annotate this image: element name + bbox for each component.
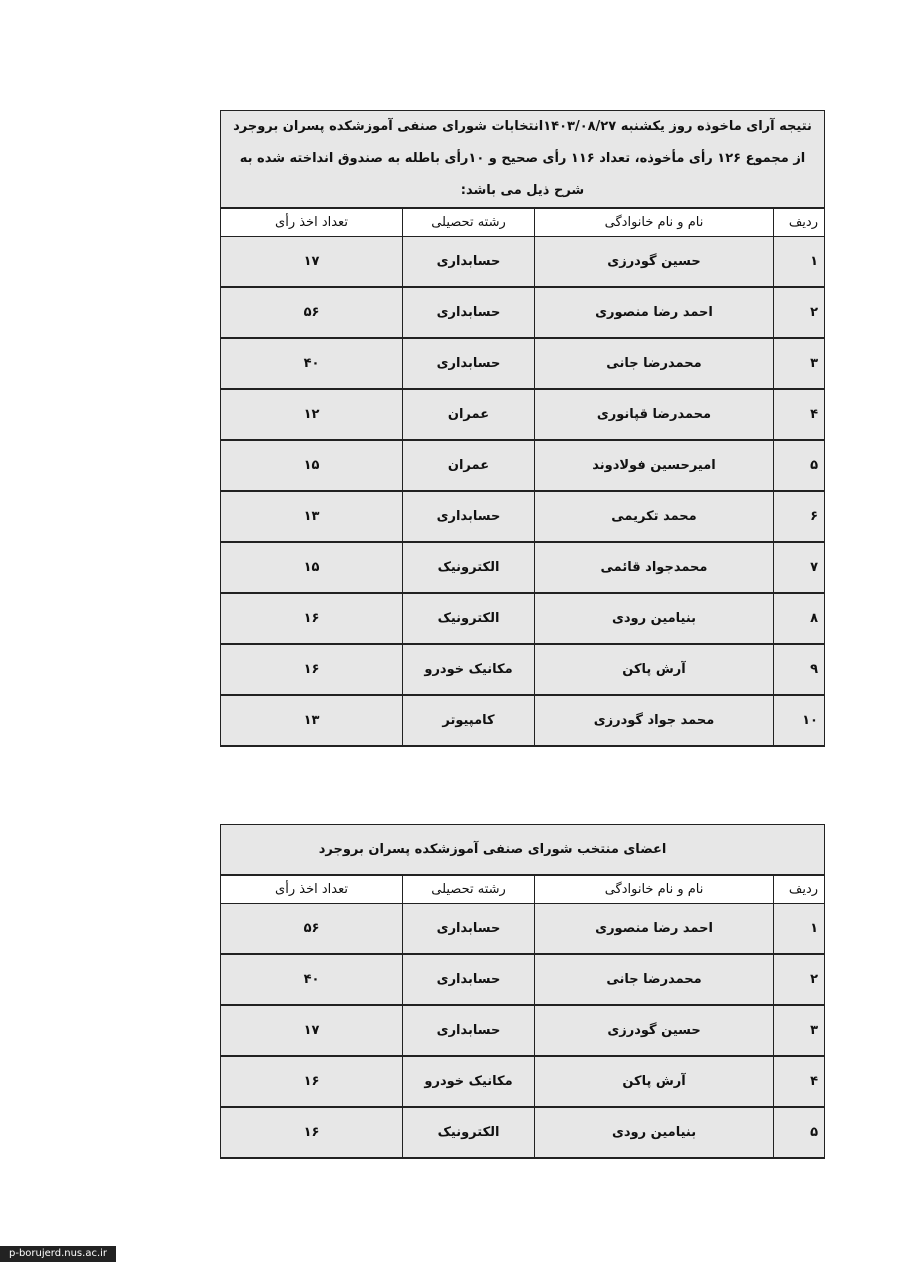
- cell-row-number: ۸: [774, 593, 825, 644]
- cell-row-number: ۱: [774, 237, 825, 288]
- cell-full-name: محمد تکریمی: [535, 491, 774, 542]
- cell-vote-count: ۱۵: [221, 542, 403, 593]
- cell-vote-count: ۴۰: [221, 338, 403, 389]
- cell-full-name: حسین گودرزی: [535, 237, 774, 288]
- cell-row-number: ۱: [774, 904, 825, 955]
- cell-vote-count: ۵۶: [221, 287, 403, 338]
- cell-full-name: محمدجواد قائمی: [535, 542, 774, 593]
- table-row: [221, 237, 825, 288]
- cell-field-of-study: مکانیک خودرو: [403, 644, 535, 695]
- header-field-of-study: رشته تحصیلی: [403, 208, 535, 237]
- cell-vote-count: ۵۶: [221, 904, 403, 955]
- header-vote-count: تعداد اخذ رأی: [221, 208, 403, 237]
- elected-members-table: [220, 824, 825, 1159]
- header-field-of-study: رشته تحصیلی: [403, 875, 535, 904]
- cell-vote-count: ۱۵: [221, 440, 403, 491]
- cell-full-name: آرش پاکن: [535, 1056, 774, 1107]
- table-row: [221, 389, 825, 440]
- cell-field-of-study: عمران: [403, 440, 535, 491]
- table-row: [221, 440, 825, 491]
- cell-vote-count: ۱۷: [221, 1005, 403, 1056]
- cell-field-of-study: حسابداری: [403, 954, 535, 1005]
- table-header-row: [221, 208, 825, 237]
- cell-vote-count: ۱۲: [221, 389, 403, 440]
- cell-full-name: محمدرضا قپانوری: [535, 389, 774, 440]
- cell-field-of-study: الکترونیک: [403, 1107, 535, 1158]
- table-row: [221, 542, 825, 593]
- cell-full-name: بنیامین رودی: [535, 593, 774, 644]
- cell-vote-count: ۱۶: [221, 1107, 403, 1158]
- cell-row-number: ۴: [774, 1056, 825, 1107]
- cell-row-number: ۲: [774, 954, 825, 1005]
- cell-row-number: ۳: [774, 1005, 825, 1056]
- cell-full-name: بنیامین رودی: [535, 1107, 774, 1158]
- cell-vote-count: ۱۳: [221, 695, 403, 746]
- cell-full-name: آرش پاکن: [535, 644, 774, 695]
- table-row: [221, 1005, 825, 1056]
- cell-row-number: ۲: [774, 287, 825, 338]
- table-row: [221, 695, 825, 746]
- cell-field-of-study: حسابداری: [403, 338, 535, 389]
- cell-field-of-study: مکانیک خودرو: [403, 1056, 535, 1107]
- table-row: [221, 1056, 825, 1107]
- cell-full-name: امیرحسین فولادوند: [535, 440, 774, 491]
- table-row: [221, 593, 825, 644]
- cell-full-name: احمد رضا منصوری: [535, 904, 774, 955]
- table-row: [221, 644, 825, 695]
- header-full-name: نام و نام خانوادگی: [535, 875, 774, 904]
- cell-field-of-study: الکترونیک: [403, 542, 535, 593]
- cell-field-of-study: الکترونیک: [403, 593, 535, 644]
- cell-row-number: ۴: [774, 389, 825, 440]
- table-row: [221, 904, 825, 955]
- election-results-table: [220, 110, 825, 747]
- cell-field-of-study: عمران: [403, 389, 535, 440]
- cell-row-number: ۶: [774, 491, 825, 542]
- cell-field-of-study: حسابداری: [403, 904, 535, 955]
- header-full-name: نام و نام خانوادگی: [535, 208, 774, 237]
- cell-row-number: ۵: [774, 1107, 825, 1158]
- table-row: [221, 491, 825, 542]
- header-vote-count: تعداد اخذ رأی: [221, 875, 403, 904]
- cell-row-number: ۵: [774, 440, 825, 491]
- cell-vote-count: ۴۰: [221, 954, 403, 1005]
- cell-row-number: ۱۰: [774, 695, 825, 746]
- table-row: [221, 338, 825, 389]
- site-url-badge: p-borujerd.nus.ac.ir: [0, 1246, 116, 1262]
- cell-row-number: ۹: [774, 644, 825, 695]
- cell-field-of-study: حسابداری: [403, 237, 535, 288]
- cell-full-name: احمد رضا منصوری: [535, 287, 774, 338]
- cell-full-name: محمد جواد گودرزی: [535, 695, 774, 746]
- cell-field-of-study: حسابداری: [403, 1005, 535, 1056]
- cell-full-name: محمدرضا جانی: [535, 954, 774, 1005]
- cell-field-of-study: حسابداری: [403, 491, 535, 542]
- cell-vote-count: ۱۶: [221, 593, 403, 644]
- table-row: [221, 1107, 825, 1158]
- cell-row-number: ۳: [774, 338, 825, 389]
- header-row-number: ردیف: [774, 875, 825, 904]
- cell-field-of-study: کامپیوتر: [403, 695, 535, 746]
- table-row: [221, 954, 825, 1005]
- table-header-row: [221, 875, 825, 904]
- header-row-number: ردیف: [774, 208, 825, 237]
- results-title: نتیجه آرای ماخوذه روز یکشنبه ۱۴۰۳/۰۸/۲۷انتخابات شورای صنفی آموزشکده پسران بروجرد از مجموع ۱۲۶ رأی مأخوذه، تعداد ۱۱۶ رأی صحیح و ۱۰رأی باطله به صندوق انداخته شده به شرح ذیل می باشد:: [221, 111, 825, 209]
- cell-row-number: ۷: [774, 542, 825, 593]
- elected-title: اعضای منتخب شورای صنفی آموزشکده پسران بروجرد: [221, 825, 825, 876]
- cell-field-of-study: حسابداری: [403, 287, 535, 338]
- cell-vote-count: ۱۳: [221, 491, 403, 542]
- cell-full-name: حسین گودرزی: [535, 1005, 774, 1056]
- cell-vote-count: ۱۶: [221, 644, 403, 695]
- table-row: [221, 287, 825, 338]
- cell-vote-count: ۱۶: [221, 1056, 403, 1107]
- cell-full-name: محمدرضا جانی: [535, 338, 774, 389]
- cell-vote-count: ۱۷: [221, 237, 403, 288]
